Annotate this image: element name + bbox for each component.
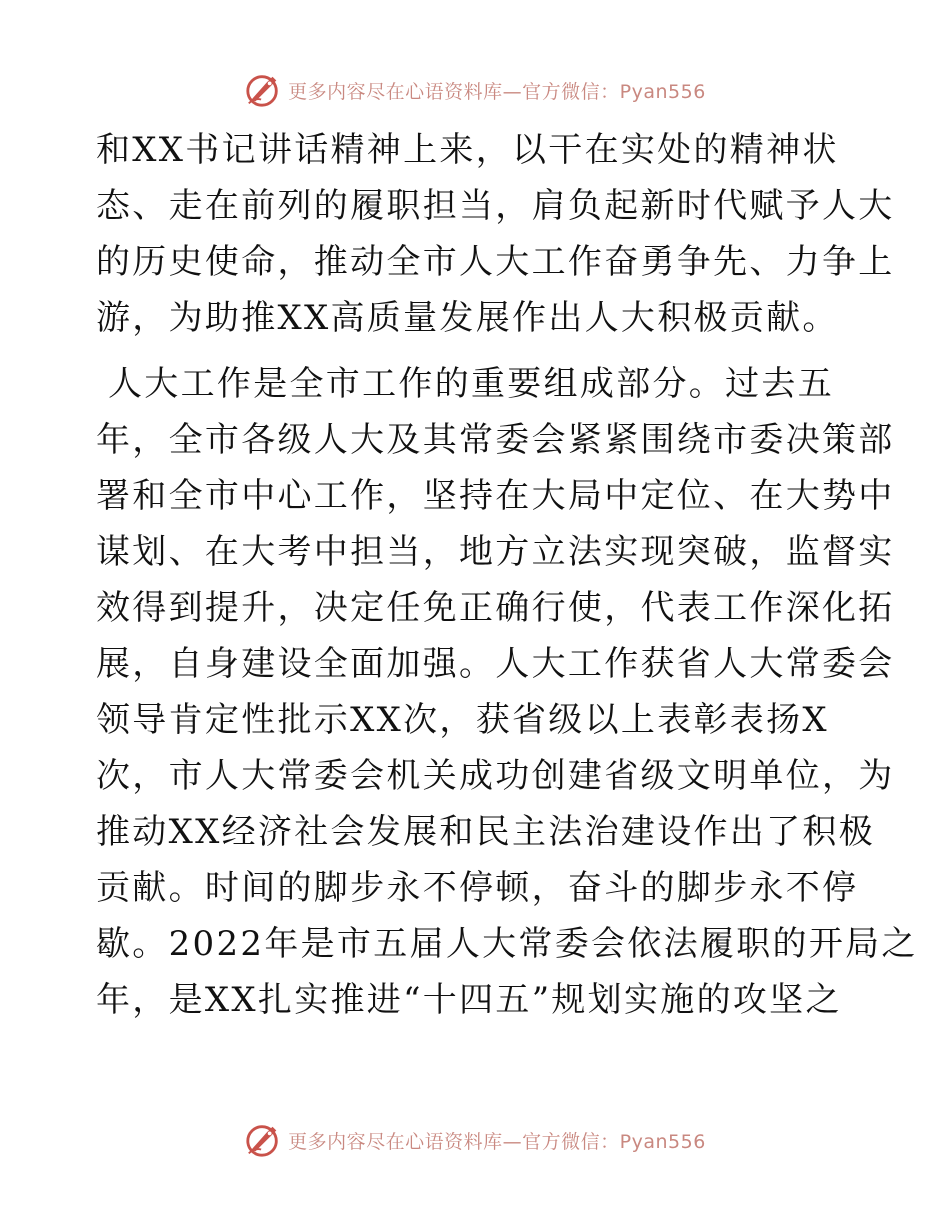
text-line: 次，市人大常委会机关成功创建省级文明单位，为 bbox=[96, 756, 895, 796]
text-line: 谋划、在大考中担当，地方立法实现突破，监督实 bbox=[96, 532, 895, 572]
footer-banner bbox=[0, 1118, 950, 1162]
paragraph-2 bbox=[96, 356, 918, 1028]
text-line: 态、走在前列的履职担当，肩负起新时代赋予人大 bbox=[96, 186, 895, 226]
text-line: 年，全市各级人大及其常委会紧紧围绕市委决策部 bbox=[96, 420, 895, 460]
pen-nib-logo-icon bbox=[244, 71, 282, 109]
text-line: 展，自身建设全面加强。人大工作获省人大常委会 bbox=[96, 644, 895, 684]
text-line: 人大工作是全市工作的重要组成部分。过去五 bbox=[108, 364, 834, 404]
header-banner bbox=[0, 68, 950, 112]
text-line: 年，是XX扎实推进“十四五”规划实施的攻坚之 bbox=[96, 980, 842, 1020]
header-banner-text: 更多内容尽在心语资料库—官方微信：Pyan556 bbox=[288, 80, 706, 103]
text-line: 贡献。时间的脚步永不停顿，奋斗的脚步永不停 bbox=[96, 868, 859, 908]
text-line: 推动XX经济社会发展和民主法治建设作出了积极 bbox=[96, 812, 876, 852]
footer-banner-text: 更多内容尽在心语资料库—官方微信：Pyan556 bbox=[288, 1130, 706, 1153]
document-body bbox=[96, 122, 918, 1028]
paragraph-1 bbox=[96, 122, 895, 346]
text-line: 署和全市中心工作，坚持在大局中定位、在大势中 bbox=[96, 476, 895, 516]
text-line: 歇。2022年是市五届人大常委会依法履职的开局之 bbox=[96, 924, 918, 964]
text-line: 的历史使命，推动全市人大工作奋勇争先、力争上 bbox=[96, 242, 895, 282]
text-line: 领导肯定性批示XX次，获省级以上表彰表扬X bbox=[96, 700, 829, 740]
text-line: 效得到提升，决定任免正确行使，代表工作深化拓 bbox=[96, 588, 895, 628]
text-line: 游，为助推XX高质量发展作出人大积极贡献。 bbox=[96, 298, 839, 338]
text-line: 和XX书记讲话精神上来，以干在实处的精神状 bbox=[96, 130, 839, 170]
pen-nib-logo-icon bbox=[244, 1121, 282, 1159]
